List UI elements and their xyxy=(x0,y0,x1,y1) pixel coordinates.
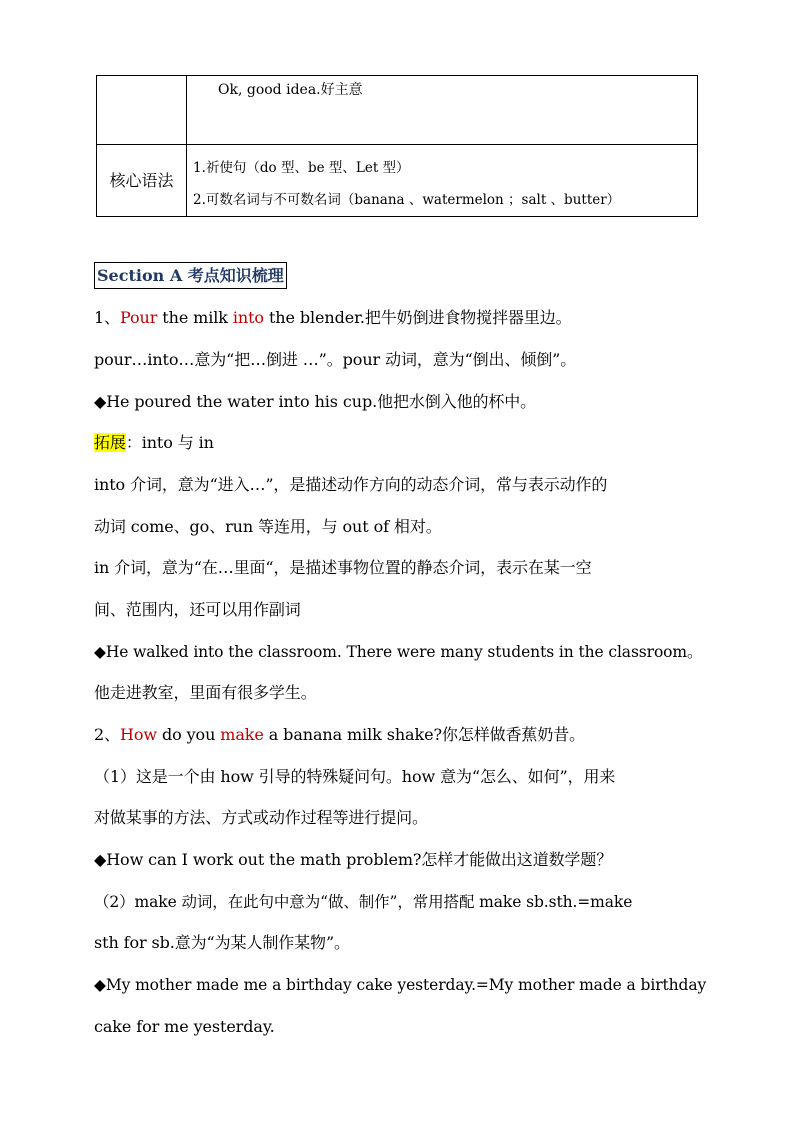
extension-label: 拓展 xyxy=(94,433,126,452)
paragraph-line: sth for sb.意为“为某人制作某物”。 xyxy=(94,933,350,952)
table-cell-label xyxy=(97,145,187,217)
paragraph-line: in 介词，意为“在…里面“，是描述事物位置的静态介词，表示在某一空 xyxy=(94,558,592,577)
example-sentence: ◆He walked into the classroom. There were many students in the classroom。 xyxy=(94,643,703,661)
highlighted-word: make xyxy=(220,725,264,744)
paragraph-line: into 介词，意为“进入…”，是描述动作方向的动态介词，常与表示动作的 xyxy=(94,475,608,494)
paragraph-line: 1、Pour the milk into the blender.把牛奶倒进食物搅拌器里边。 xyxy=(94,308,572,327)
paragraph-line: 2、How do you make a banana milk shake?你怎样做香蕉奶昔。 xyxy=(94,725,586,744)
paragraph-line: （1）这是一个由 how 引导的特殊疑问句。how 意为“怎么、如何”，用来 xyxy=(94,767,616,786)
paragraph-line: 拓展：into 与 in xyxy=(94,433,214,452)
highlighted-word: Pour xyxy=(119,308,158,327)
paragraph-line: cake for me yesterday. xyxy=(94,1017,275,1036)
paragraph-line: 动词 come、go、run 等连用，与 out of 相对。 xyxy=(94,517,442,536)
table-row xyxy=(97,76,698,145)
paragraph-line: 间、范围内，还可以用作副词 xyxy=(94,600,301,619)
example-sentence: ◆How can I work out the math problem?怎样才能做出这道数学题？ xyxy=(94,850,613,869)
paragraph-line: （2）make 动词，在此句中意为“做、制作”，常用搭配 make sb.sth.=make xyxy=(94,893,633,911)
table-cell xyxy=(187,76,698,145)
paragraph-line: 对做某事的方法、方式或动作过程等进行提问。 xyxy=(94,808,428,827)
highlighted-word: How xyxy=(119,725,157,744)
item-number: 1、 xyxy=(94,308,120,327)
example-sentence: ◆He poured the water into his cup.他把水倒入他的杯中。 xyxy=(94,392,537,411)
grammar-table xyxy=(96,75,698,217)
section-heading: Section A 考点知识梳理 xyxy=(94,262,287,289)
paragraph-line: pour…into…意为“把…倒进 …”。pour 动词，意为“倒出、倾倒”。 xyxy=(94,350,577,369)
grammar-point-1: 1.祈使句（do 型、be 型、Let 型） xyxy=(193,160,410,176)
table-cell-empty xyxy=(97,76,187,145)
highlighted-word: into xyxy=(232,308,264,327)
item-number: 2、 xyxy=(94,725,120,744)
core-grammar-label: 核心语法 xyxy=(109,170,174,190)
table-row xyxy=(97,145,698,217)
grammar-point-2: 2.可数名词与不可数名词（banana 、watermelon ；salt 、butter） xyxy=(193,192,621,208)
table-cell xyxy=(187,145,698,217)
dialogue-line: Ok, good idea.好主意 xyxy=(218,82,363,98)
example-sentence: ◆My mother made me a birthday cake yesterday.=My mother made a birthday xyxy=(94,976,707,994)
paragraph-line: 他走进教室，里面有很多学生。 xyxy=(94,683,317,702)
